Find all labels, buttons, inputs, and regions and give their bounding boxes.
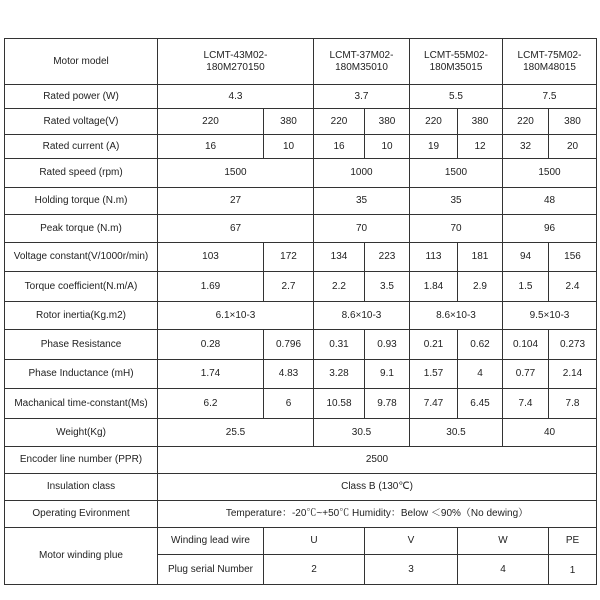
cell-value: 4.3 [158,85,314,109]
cell-value: 5.5 [410,85,503,109]
cell-value: 32 [503,135,549,159]
model-2 [314,39,410,85]
cell-value: 2.9 [458,272,503,302]
label-insulation: Insulation class [5,474,158,501]
cell-value: 2500 [158,447,597,474]
cell-value: 220 [314,109,365,135]
cell-value: 3.5 [365,272,410,302]
cell-value: 220 [503,109,549,135]
cell-value: 380 [264,109,314,135]
label-weight: Weight(Kg) [5,419,158,447]
label-holding-torque: Holding torque (N.m) [5,188,158,215]
motor-spec-table [4,38,597,585]
cell-value: 9.1 [365,360,410,389]
cell-value: 67 [158,215,314,243]
label-mech-time-constant: Machanical time-constant(Ms) [5,389,158,419]
cell-value: 35 [410,188,503,215]
cell-value: 3.7 [314,85,410,109]
row-mech-time-constant [5,389,597,419]
cell-value: 113 [410,243,458,272]
cell-value: 16 [314,135,365,159]
cell-value: 1500 [158,159,314,188]
row-phase-resistance [5,330,597,360]
cell-value: 0.21 [410,330,458,360]
cell-value: 6.45 [458,389,503,419]
row-motor-model [5,39,597,85]
cell-value: 10 [264,135,314,159]
row-phase-inductance [5,360,597,389]
cell-value: 134 [314,243,365,272]
lead-v: V [365,528,458,555]
cell-value: 96 [503,215,597,243]
row-torque-coefficient [5,272,597,302]
cell-value: 35 [314,188,410,215]
cell-value: 4 [458,360,503,389]
lead-u: U [264,528,365,555]
cell-value: 0.796 [264,330,314,360]
row-peak-torque [5,215,597,243]
cell-value: 380 [365,109,410,135]
cell-value: 2.2 [314,272,365,302]
cell-value: 220 [410,109,458,135]
row-voltage-constant [5,243,597,272]
cell-value: 40 [503,419,597,447]
cell-value: 0.273 [549,330,597,360]
cell-value: 6 [264,389,314,419]
label-phase-resistance: Phase Resistance [5,330,158,360]
cell-value: 3.28 [314,360,365,389]
label-rated-power: Rated power (W) [5,85,158,109]
row-rotor-inertia [5,302,597,330]
label-rated-speed: Rated speed (rpm) [5,159,158,188]
cell-value: 0.77 [503,360,549,389]
cell-value: 172 [264,243,314,272]
label-plug-serial-number: Plug serial Number [158,555,264,585]
row-rated-current [5,135,597,159]
label-motor-model: Motor model [5,39,158,85]
cell-value: 94 [503,243,549,272]
cell-value: 0.62 [458,330,503,360]
model-1-line1: LCMT-43M02- [203,49,268,61]
cell-value: 380 [458,109,503,135]
plug-number-pe: 1 [549,555,597,585]
cell-value: 16 [158,135,264,159]
cell-value: 4.83 [264,360,314,389]
label-encoder: Encoder line number (PPR) [5,447,158,474]
cell-value: 2.14 [549,360,597,389]
cell-value: 10 [365,135,410,159]
model-1-line2: 180M270150 [206,61,265,73]
row-encoder [5,447,597,474]
cell-value: 0.28 [158,330,264,360]
label-rated-current: Rated current (A) [5,135,158,159]
row-rated-power [5,85,597,109]
cell-value: 220 [158,109,264,135]
label-torque-coefficient: Torque coefficient(N.m/A) [5,272,158,302]
cell-value: 7.4 [503,389,549,419]
plug-number: 3 [365,555,458,585]
cell-value: 10.58 [314,389,365,419]
cell-value: 12 [458,135,503,159]
cell-value: 380 [549,109,597,135]
cell-value: 1.69 [158,272,264,302]
cell-value: 30.5 [410,419,503,447]
model-4-line1: LCMT-75M02- [517,49,582,61]
cell-value: 181 [458,243,503,272]
cell-value: 48 [503,188,597,215]
cell-value: 9.5×10-3 [503,302,597,330]
label-phase-inductance: Phase Inductance (mH) [5,360,158,389]
row-rated-voltage [5,109,597,135]
cell-value: 1000 [314,159,410,188]
cell-value: 1500 [410,159,503,188]
cell-value: 1500 [503,159,597,188]
model-4-line2: 180M48015 [523,61,576,73]
model-3 [410,39,503,85]
cell-value: 1.74 [158,360,264,389]
model-1 [158,39,314,85]
plug-number: 4 [458,555,549,585]
model-2-line1: LCMT-37M02- [329,49,394,61]
cell-value: 1.84 [410,272,458,302]
label-peak-torque: Peak torque (N.m) [5,215,158,243]
row-weight [5,419,597,447]
model-3-line1: LCMT-55M02- [424,49,488,61]
label-winding-lead-wire: Winding lead wire [158,528,264,555]
label-voltage-constant: Voltage constant(V/1000r/min) [5,243,158,272]
cell-value: 20 [549,135,597,159]
cell-value: 7.8 [549,389,597,419]
lead-w: W [458,528,549,555]
row-rated-speed [5,159,597,188]
model-3-line2: 180M35015 [429,61,483,73]
label-operating-environment: Operating Evironment [5,501,158,528]
cell-value: Class B (130℃) [158,474,597,501]
cell-value: 1.5 [503,272,549,302]
cell-value: 7.5 [503,85,597,109]
cell-value: 25.5 [158,419,314,447]
row-holding-torque [5,188,597,215]
cell-value: 6.2 [158,389,264,419]
model-4 [503,39,597,85]
lead-pe: PE [549,528,597,555]
cell-value: 2.4 [549,272,597,302]
cell-value: 0.93 [365,330,410,360]
cell-value: 30.5 [314,419,410,447]
plug-number: 2 [264,555,365,585]
cell-value: Temperature：-20℃~+50℃ Humidity：Below ＜90%（No dewing） [158,501,597,528]
label-motor-winding: Motor winding plue [5,528,158,585]
cell-value: 8.6×10-3 [314,302,410,330]
model-2-line2: 180M35010 [335,61,388,73]
cell-value: 223 [365,243,410,272]
cell-value: 8.6×10-3 [410,302,503,330]
cell-value: 0.104 [503,330,549,360]
cell-value: 156 [549,243,597,272]
row-winding-lead [5,528,597,555]
cell-value: 2.7 [264,272,314,302]
cell-value: 7.47 [410,389,458,419]
cell-value: 0.31 [314,330,365,360]
cell-value: 103 [158,243,264,272]
cell-value: 9.78 [365,389,410,419]
cell-value: 6.1×10-3 [158,302,314,330]
label-rated-voltage: Rated voltage(V) [5,109,158,135]
cell-value: 70 [410,215,503,243]
label-rotor-inertia: Rotor inertia(Kg.m2) [5,302,158,330]
row-insulation [5,474,597,501]
row-operating-environment [5,501,597,528]
cell-value: 19 [410,135,458,159]
cell-value: 70 [314,215,410,243]
cell-value: 27 [158,188,314,215]
cell-value: 1.57 [410,360,458,389]
